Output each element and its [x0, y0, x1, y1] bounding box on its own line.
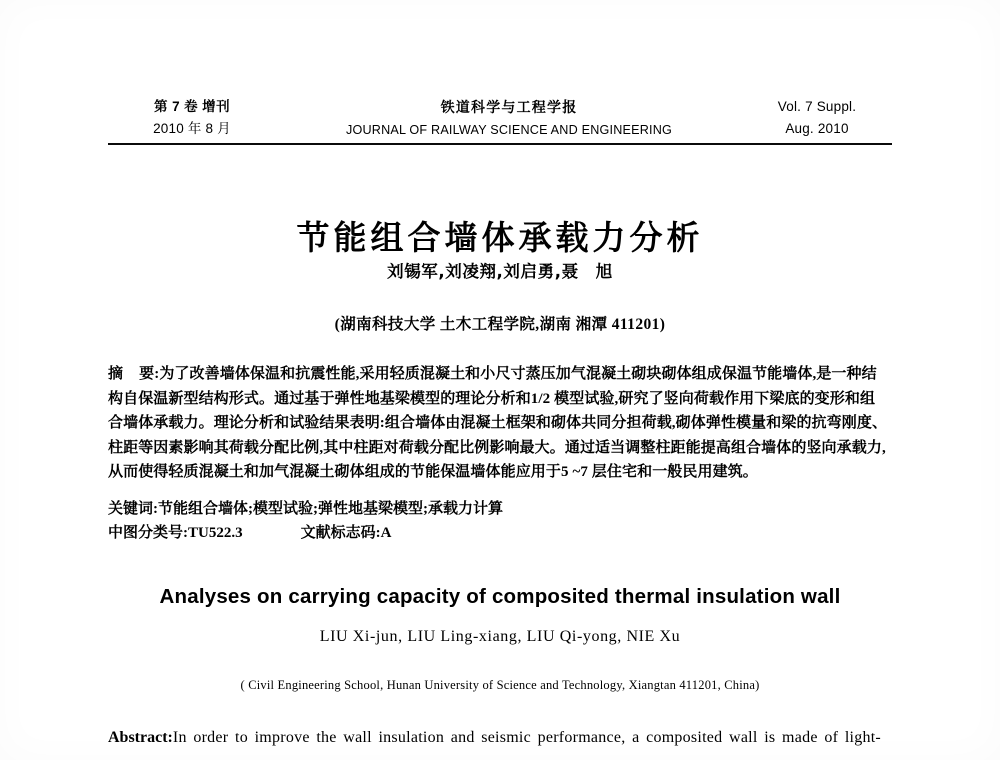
abstract-label-cn-colon: 要: — [139, 366, 160, 382]
abstract-cn-line-3: 合墙体承载力。理论分析和试验结果表明:组合墙体由混凝土框架和砌体共同分担荷载,砌体弹性模量和梁的抗弯刚度、 — [108, 415, 888, 431]
classification-line-cn — [108, 521, 892, 546]
header-divider-rule — [108, 143, 892, 145]
masthead-center-block — [276, 96, 742, 140]
author-list-en: LIU Xi-jun, LIU Ling-xiang, LIU Qi-yong, NIE Xu — [319, 628, 681, 645]
journal-title-cn: 铁道科学与工程学报 — [440, 99, 578, 115]
clc-number: 中图分类号:TU522.3 — [108, 525, 243, 541]
journal-title-en: JOURNAL OF RAILWAY SCIENCE AND ENGINEERING — [345, 121, 673, 137]
abstract-cn — [108, 362, 892, 485]
masthead-right-block — [742, 96, 892, 140]
abstract-cn-line-1 — [108, 362, 877, 387]
running-head — [108, 96, 892, 140]
abstract-en — [108, 727, 892, 749]
affiliation-cn: (湖南科技大学 土木工程学院,湖南 湘潭 411201) — [334, 316, 666, 333]
abstract-cn-line-2: 构自保温新型结构形式。通过基于弹性地基梁模型的理论分析和1/2 模型试验,研究了竖向荷载作用下梁底的变形和组 — [108, 390, 876, 407]
volume-issue-cn: 第 7 卷 增刊 — [154, 99, 230, 114]
issue-date-cn: 2010 年 8 月 — [153, 120, 231, 136]
abstract-label-cn: 摘 — [108, 366, 124, 382]
affiliation-en: ( Civil Engineering School, Hunan University of Science and Technology, Xiangtan 411201, China) — [240, 678, 760, 692]
abstract-en-line-1: In order to improve the wall insulation and seismic performance, a composited wall is made of light- — [172, 729, 881, 746]
keywords-cn: 关键词:节能组合墙体;模型试验;弹性地基梁模型;承载力计算 — [108, 501, 503, 517]
masthead-left-block — [108, 96, 276, 140]
abstract-cn-text-1: 为了改善墙体保温和抗震性能,采用轻质混凝土和小尺寸蒸压加气混凝土砌块砌体组成保温节能墙体,是一种结 — [159, 366, 877, 382]
abstract-label-en: Abstract: — [108, 729, 173, 746]
paper-title-cn: 节能组合墙体承载力分析 — [296, 218, 704, 258]
abstract-cn-line-4: 柱距等因素影响其荷载分配比例,其中柱距对荷载分配比例影响最大。通过适当调整柱距能提高组合墙体的竖向承载力, — [108, 439, 886, 456]
issue-date-en: Aug. 2010 — [785, 120, 849, 136]
author-list-cn: 刘锡军,刘凌翔,刘启勇,聂 旭 — [387, 262, 613, 281]
paper-title-en: Analyses on carrying capacity of composited thermal insulation wall — [159, 585, 841, 608]
abstract-cn-line-5: 从而使得轻质混凝土和加气混凝土砌体组成的节能保温墙体能应用于5 ~7 层住宅和一般民用建筑。 — [108, 464, 758, 480]
volume-issue-en: Vol. 7 Suppl. — [777, 99, 857, 114]
document-code: 文献标志码:A — [300, 525, 392, 541]
page-content — [108, 0, 892, 760]
